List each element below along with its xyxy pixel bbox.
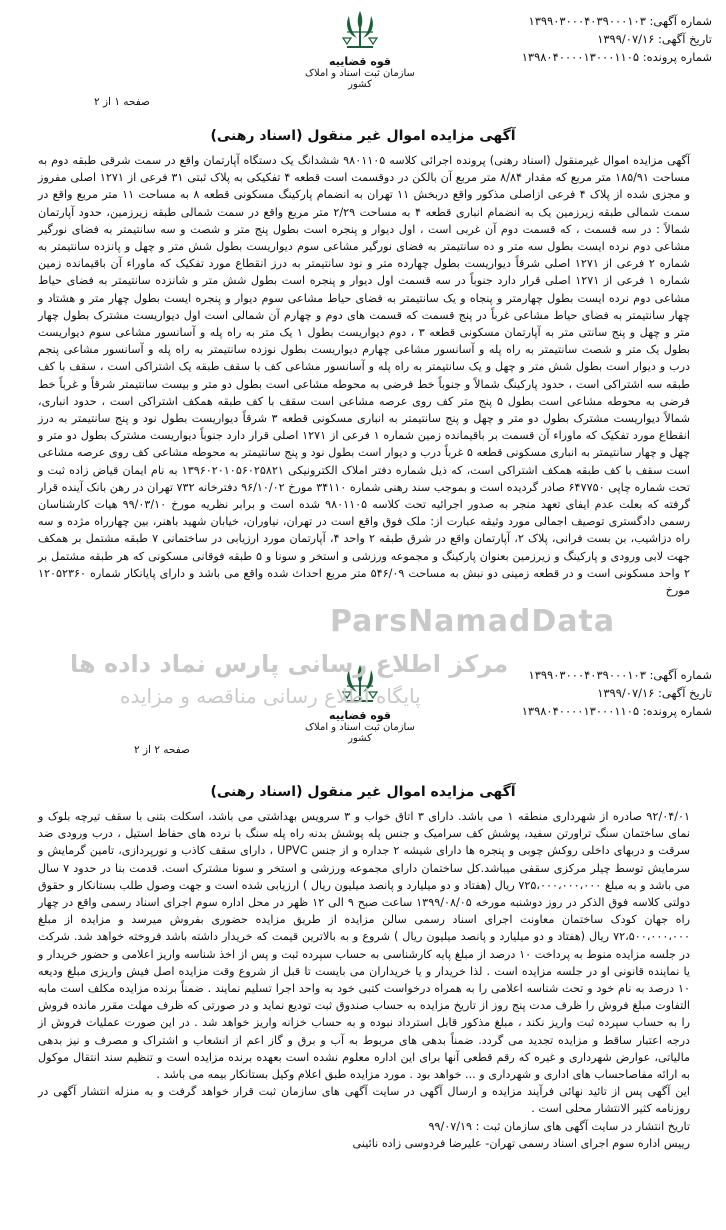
notice-number: شماره آگهی: ۱۳۹۹۰۳۰۰۰۴۰۳۹۰۰۰۱۰۳ (528, 14, 712, 28)
notice-meta-2 (522, 666, 712, 720)
notice-title: آگهی مزایده اموال غیر منقول (اسناد رهنی) (210, 784, 516, 800)
page-number: صفحه ۲ از ۲ (134, 744, 190, 756)
case-number: شماره پرونده: ۱۳۹۸۰۴۰۰۰۰۱۳۰۰۰۱۱۰۵ (521, 704, 712, 718)
notice-body (38, 152, 690, 599)
watermark-brand: ParsNamadData (330, 604, 616, 639)
judiciary-emblem (300, 8, 420, 90)
notice-body-text: آگهی مزایده اموال غیرمنقول (اسناد رهنی) پرونده اجرائی کلاسه ۹۸۰۱۱۰۵ ششدانگ یک دستگاه آپارتمان واقع در سمت شرقی طبقه دوم به مساحت ۱۸۵/۹۱ متر مربع که مقدار ۸/۸۴ متر مربع آن بالکن در دوقسمت است قطعه ۴ تفکیکی به پلاک ثبتی ۳۱ فرعی از ۱۲۷۱ اصلی مفروز و مجزی شده از پلاک ۴ فرعی ازاصلی مذکور واقع دربخش ۱۱ تهران به انضمام پارکینگ مسکونی قطعه ۸ به مساحت ۱۱ متر مربع واقع در سمت شمالی طبقه زیرزمین یک به انضمام انباری قطعه ۴ به مساحت ۲/۲۹ متر مربع واقع در سمت شمالی طبقه زیرزمین، حدود آپارتمان شمالاً : در سه قسمت ، که قسمت دوم آن غربی است ، اول دیوار و پنجره است بطول پنج متر و شصت و سه سانتیمتر به فضای نورگیر مشاعی دوم نرده ایست بطول سه متر و ده سانتیمتر به فضای نورگیر مشاعی سوم دیواریست بطول شش متر و چهل و پانزده سانتیمتر به شماره ۲ فرعی از ۱۲۷۱ اصلی شرقاً دیواریست بطول چهارده متر و نود سانتیمتر به درز انقطاع مورد تفکیک که ماوراء آن باقیمانده زمین شماره ۱ فرعی از ۱۲۷۱ اصلی قرار دارد جنوباً در سه قسمت اول دیوار و پنجره است بطول شش متر و شانزده سانتیمتر به فضای حیاط مشاعی دوم نرده ایست بطول چهارمتر و پنجاه و یک سانتیمتر به فضای حیاط مشاعی سوم دیوار و پنجره ایست بطول چهار متر و هشتاد و چهار سانتیمتر به فضای حیاط مشاعی غرباً در پنج قسمت که قسمت های دوم و چهارم آن شمالی است اول دیواریست مشترک بطول چهار متر و چهل و پنج سانتی متر به آپارتمان مسکونی قطعه ۳ ، دوم دیواریست بطول ۱ یک متر به راه پله و آسانسور مشاعی سوم دیواریست بطول یک متر و شصت سانتیمتر به راه پله و آسانسور مشاعی چهارم دیواریست بطول نوزده سانتیمتر به راه پله و آسانسور مشاعی پنجم درب و دیوار است بطول شش متر و چهل و یک سانتیمتر به راه پله و آسانسور مشاعی کف با سقف طبقه یک اشتراکی است ، سقف با کف طبقه سه اشتراکی است ، حدود پارکینگ شمالاً و جنوباً خط فرضی به محوطه مشاعی است بطول دو متر و بیست سانتیمتر شرقاً و غرباً خط فرضی به محوطه مشاعی است بطول ۵ پنج متر کف روی عرصه مشاعی است سقف با کف طبقه همکف اشتراکی است ، حدود انباری، شمالاً دیواریست مشترک بطول دو متر و چهل و پنج سانتیمتر به انباری مسکونی قطعه ۳ شرقاً دیواریست بطول نود و پنج سانتیمتر به درز انقطاع مورد تفکیک که ماوراء آن قسمت بر باقیمانده زمین شماره ۱ فرعی از ۱۲۷۱ اصلی قرار دارد جنوباً دیواریست مشترک بطول دو متر و چهل و چهار سانتیمتر به انباری مسکونی قطعه ۵ غرباً درب و دیوار است بطول نود و پنج سانتیمتر به محوطه مشاعی کف روی عرصه مشاعی است سقف با کف طبقه همکف اشتراکی است، که ذیل شماره دفتر املاک الکترونیکی ۱۳۹۶۰۲۰۱۰۵۶۰۲۵۸۲۱ به نام ایمان قیاض زاده ثبت و تحت شماره چاپی ۶۴۷۷۵۰ صادر گردیده است و بموجب سند رهنی شماره ۳۴۱۱۰ مورخ ۹۶/۱۰/۰۲ دفترخانه ۷۳۲ تهران در رهن بانک آینده قرار گرفته که بعلت عدم ایفای تعهد منجر به صدور اجرائیه تحت کلاسه ۹۸۰۱۱۰۵ شده است و برابر نظریه مورخ ۹۹/۰۳/۱۰ هیات کارشناسان رسمی دادگستری توصیف اجمالی مورد وثیقه عبارت از: ملک فوق واقع است در تهران، نیاوران، خیابان شهید باهنر، بین چهارراه مژده و سه راه دزاشیب، بن بست فرانی، پلاک ۲، آپارتمان واقع در شرق طبقه ۲ واحد ۴، آپارتمان مورد ارزیابی در ساختمانی ۷ طبقه مشتمل بر همکف جهت لابی ورودی و پارکینگ و زیرزمین بعنوان پارکینگ و مجموعه ورزشی و استخر و سونا و ۵ طبقه فوقانی مسکونی که هر طبقه مشتمل بر ۲ واحد مسکونی است و در قطعه زمینی دو نبش به مساحت ۵۴۶/۰۹ متر مربع احداث شده واقع می باشد و دارای پایانکار شماره ۱۲۰۵۲۳۶۰ مورخ (38, 154, 691, 598)
watermark-line: مرکز اطلاع رسانی پارس نماد داده ها (70, 650, 509, 678)
org-subtitle: سازمان ثبت اسناد و املاک کشور (305, 68, 415, 90)
notice-number: شماره آگهی: ۱۳۹۹۰۳۰۰۰۴۰۳۹۰۰۰۱۰۳ (528, 668, 712, 682)
emblem-icon (335, 8, 385, 54)
publication-note: این آگهی پس از تائید نهائی فرآیند مزایده و ارسال آگهی در سایت آگهی های سازمان ثبت قرار خواهد گرفت و به منزله انتشار آگهی در روزنامه کثیر الانتشار محلی است . (38, 1085, 690, 1116)
notice-date: تاریخ آگهی: ۱۳۹۹/۰۷/۱۶ (597, 32, 712, 46)
notice-title: آگهی مزایده اموال غیر منقول (اسناد رهنی) (210, 128, 516, 144)
signature-line: رییس اداره سوم اجرای اسناد رسمی تهران- علیرضا فردوسی زاده نائینی (352, 1136, 690, 1150)
notice-meta-1 (522, 12, 712, 66)
notice-date: تاریخ آگهی: ۱۳۹۹/۰۷/۱۶ (597, 686, 712, 700)
publication-date: تاریخ انتشار در سایت آگهی های سازمان ثبت : ۹۹/۰۷/۱۹ (428, 1119, 690, 1133)
case-number: شماره پرونده: ۱۳۹۸۰۴۰۰۰۰۱۳۰۰۰۱۱۰۵ (521, 50, 712, 64)
org-subtitle: سازمان ثبت اسناد و املاک کشور (305, 722, 415, 744)
org-name: قوه قضاییه (329, 55, 391, 68)
page-number: صفحه ۱ از ۲ (94, 96, 150, 108)
notice-body-text: ۹۲/۰۴/۰۱ صادره از شهرداری منطقه ۱ می باشد. دارای ۳ اتاق خواب و ۳ سرویس بهداشتی می باشد، اسکلت بتنی با سقف تیرچه بلوک و نمای ساختمان سنگ تراورتن سفید، پوشش کف سرامیک و جنس پله پوشش بدنه راه پله سنگ با نرده های حفاظ استیل ، درب ورودی ضد سرقت و دربهای داخلی روکش چوبی و پنجره ها دارای شیشه ۲ جداره و از جنس UPVC ، دارای سقف کاذب و نورپردازی، تامین گرمایش و سرمایش توسط چیلر مرکزی سقفی میباشد.کل ساختمان دارای مجموعه ورزشی و استخر و سونا مشترک است. قدمت بنا در حدود ۷ سال می باشد و به مبلغ ۷۲۵،۰۰۰،۰۰۰،۰۰۰ ریال (هفتاد و دو میلیارد و پانصد میلیون ریال ) ارزیابی شده است و جهت وصول طلب بستانکار و حقوق دولتی کلاسه فوق الذکر در روز دوشنبه مورخه ۱۳۹۹/۰۸/۰۵ ساعت صبح ۹ الی ۱۲ ظهر در محل اداره سوم اجرای اسناد رسمی واقع در چهار راه جهان کودک ساختمان معاونت اجرای اسناد رسمی سالن مزایده از طریق مزایده حضوری بفروش میرسد و مزایده از مبلغ ۷۲،۵۰۰،۰۰۰،۰۰۰ ریال (هفتاد و دو میلیارد و پانصد میلیون ریال ) شروع و به بالاترین قیمت که خریدار داشته باشد فروخته خواهد شد. شرکت در جلسه مزایده منوط به پرداخت ۱۰ درصد از مبلغ پایه کارشناسی به حساب سپرده ثبت و پس از اخذ شناسه واریز اعلامی و حضور خریدار و یا نماینده قانونی او در جلسه مزایده است . لذا خریدار و یا خریداران می بایست تا قبل از شروع وقت مزایده اصل فیش واریزی مبلغ ودیعه ۱۰ درصد به نام خود و تحت شناسه اعلامی را به همراه درخواست کتبی خود به واحد اجرا تسلیم نمایند . ضمناً برنده مزایده مکلف است مابه التفاوت مبلغ فروش را ظرف مدت پنج روز از تاریخ مزایده به حساب صندوق ثبت تودیع نماید و در صورتی که ظرف مهلت مقرر مانده فروش را به حساب سپرده ثبت واریز نکند ، مبلغ مذکور قابل استرداد نبوده و به حساب خزانه واریز خواهد شد . در این صورت عملیات فروش از درجه اعتبار ساقط و مزایده تجدید می گردد. ضمناً بدهی های مربوط به آب و برق و گاز اعم از انشعاب و اشتراک و مصرف و نیز بدهی مالیاتی، عوارض شهرداری و غیره که رقم قطعی آنها برای این اداره معلوم نشده است بعهده برنده مزایده است و تنظیم سند انتقال موکول به ارائه مفاصاحساب های اداری و شهرداری و ... خواهد بود . مورد مزایده طبق اعلام وکیل بستانکار بیمه می باشد . (38, 810, 691, 1082)
org-name: قوه قضاییه (329, 709, 391, 722)
notice-body (38, 808, 690, 1152)
watermark-line: پایگاه اطلاع رسانی مناقصه و مزایده (120, 684, 421, 708)
